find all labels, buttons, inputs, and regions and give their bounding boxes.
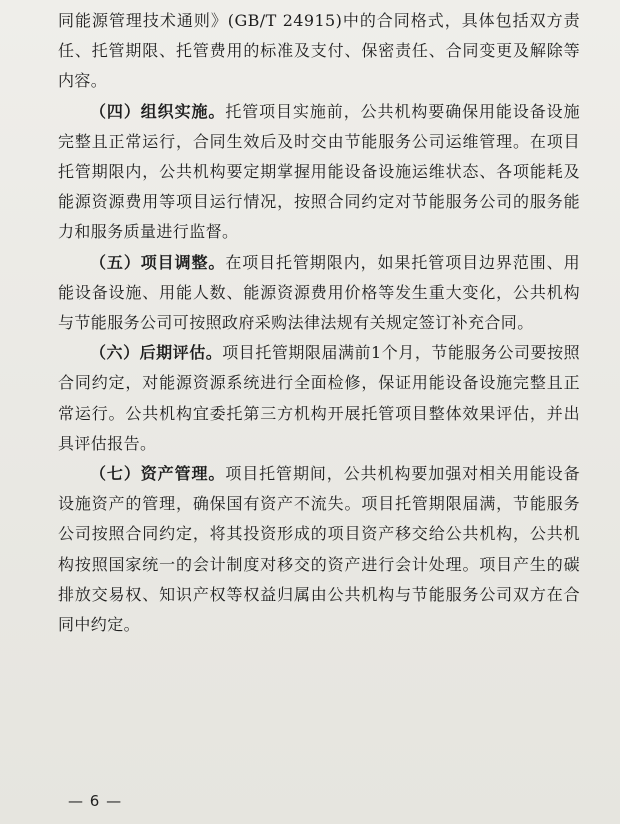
section-heading: （四）组织实施。 xyxy=(90,101,226,121)
section-post-evaluation xyxy=(58,338,580,459)
page-number: — 6 — xyxy=(68,792,123,810)
section-project-adjustment xyxy=(58,248,580,339)
document-body xyxy=(58,6,580,640)
section-organization-implementation xyxy=(58,97,580,248)
section-asset-management xyxy=(58,459,580,640)
continuation-paragraph: 同能源管理技术通则》(GB/T 24915)中的合同格式，具体包括双方责任、托管期限、托管费用的标准及支付、保密责任、合同变更及解除等内容。 xyxy=(58,11,580,91)
section-body: 项目托管期限届满前1个月，节能服务公司要按照合同约定，对能源资源系统进行全面检修，保证用能设备设施完整且正常运行。公共机构宜委托第三方机构开展托管项目整体效果评估，并出具评估报告。 xyxy=(58,343,581,453)
section-heading: （七）资产管理。 xyxy=(90,464,226,484)
section-heading: （五）项目调整。 xyxy=(90,252,226,272)
section-body: 项目托管期间，公共机构要加强对相关用能设备设施资产的管理，确保国有资产不流失。项目托管期限届满，节能服务公司按照合同约定，将其投资形成的项目资产移交给公共机构，公共机构按照国家统一的会计制度对移交的资产进行会计处理。项目产生的碳排放交易权、知识产权等权益归属由公共机构与节能服务公司双方在合同中约定。 xyxy=(58,464,580,635)
section-body: 托管项目实施前，公共机构要确保用能设备设施完整且正常运行，合同生效后及时交由节能服务公司运维管理。在项目托管期限内，公共机构要定期掌握用能设备设施运维状态、各项能耗及能源资源费用等项目运行情况，按照合同约定对节能服务公司的服务能力和服务质量进行监督。 xyxy=(58,101,580,242)
section-heading: （六）后期评估。 xyxy=(90,343,223,363)
section-body: 在项目托管期限内，如果托管项目边界范围、用能设备设施、用能人数、能源资源费用价格等发生重大变化，公共机构与节能服务公司可按照政府采购法律法规有关规定签订补充合同。 xyxy=(58,252,580,333)
